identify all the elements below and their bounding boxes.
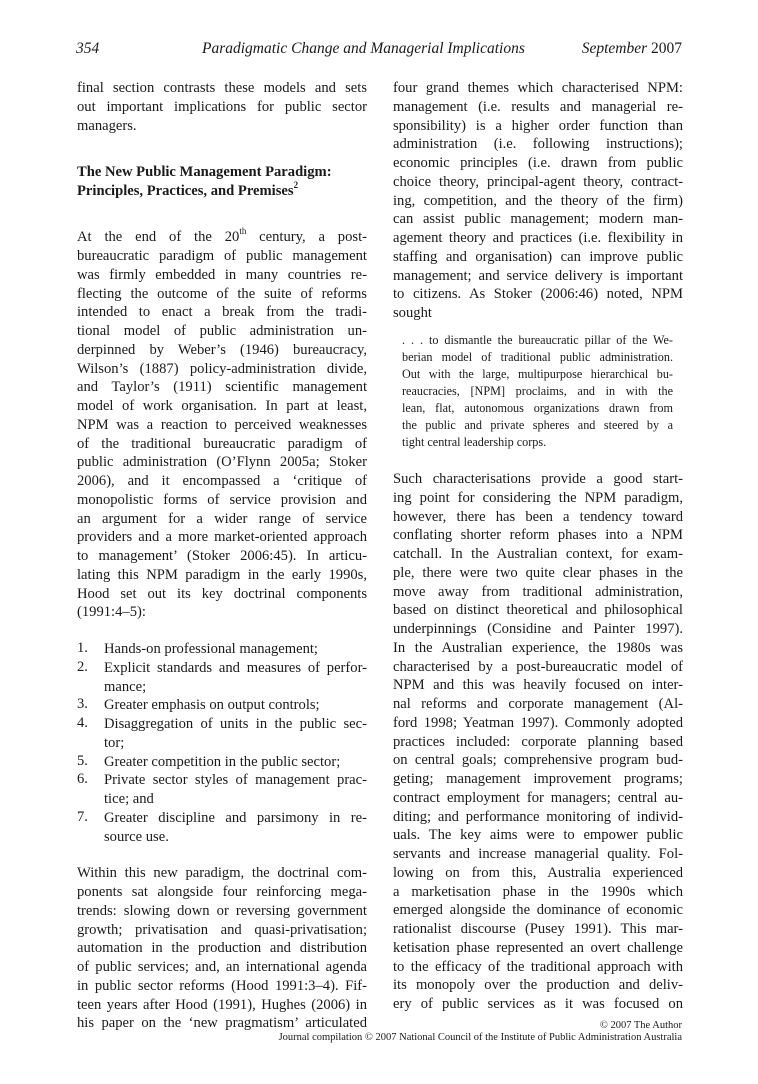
text-line: on central goals; comprehensive program bud- (393, 752, 683, 769)
text-line: a marketisation phase in the 1990s which (393, 883, 683, 900)
text-line: rationalist discourse (Pusey 1991). This mar- (393, 921, 683, 938)
text-line: Explicit standards and measures of perfor- (104, 659, 367, 676)
copyright-journal: Journal compilation © 2007 National Council of the Institute of Public Administration Australia (278, 1032, 682, 1043)
list-item (77, 696, 367, 715)
quote-line: reaucracies, [NPM] proclaims, and in with the (402, 384, 673, 399)
text-line: to management’ (Stoker 2006:45). In articu- (77, 548, 367, 564)
text-line: flecting the outcome of the suite of reforms (77, 285, 367, 302)
text-line: based on distinct theoretical and philosophical (393, 602, 683, 619)
text-line: public administration (O’Flynn 2005a; Stoker (77, 454, 367, 471)
text-line: Hands-on professional management; (104, 641, 318, 657)
text-line: its monopoly over the production and deliv- (393, 977, 683, 994)
text-segment: At the end of the 20 (77, 229, 240, 246)
text-line: model of work organisation. In part at least, (77, 398, 367, 414)
copyright-author: © 2007 The Author (599, 1020, 682, 1031)
text-line: sought (393, 305, 432, 321)
quote-line: Out with the large, multipurpose hierarchical bu- (402, 366, 673, 381)
text-line: an argument for a wider range of service (77, 510, 367, 527)
list-item (77, 809, 367, 847)
text-line: NPM was a reaction to perceived weaknesses (77, 416, 367, 433)
text-line: ple, there were two quite clear phases in the (393, 564, 683, 581)
text-line: managers. (77, 117, 137, 134)
copyright-footer (200, 1020, 682, 1044)
text-line: emerged alongside the dominance of economic (393, 902, 683, 919)
list-item (77, 659, 367, 697)
list-item (77, 640, 367, 659)
text-line: derpinned by Weber’s (1946) bureaucracy, (77, 341, 367, 358)
text-line: automation in the production and distribution (77, 940, 367, 957)
text-line: lowing on from this, Australia experienced (393, 864, 683, 881)
text-line: economic principles (i.e. drawn from public (393, 155, 683, 171)
text-line: providers and a more market-oriented approach (77, 529, 367, 546)
text-line: NPM and this was heavily focused on inter- (393, 677, 683, 694)
running-header (76, 40, 682, 62)
text-line: four grand themes which characterised NPM: (393, 80, 683, 96)
page-number: 354 (76, 40, 100, 57)
text-line: ketisation phase represented an overt challenge (393, 939, 683, 956)
text-line: Within this new paradigm, the doctrinal com- (77, 865, 367, 882)
text-line: bureaucratic paradigm of public management (77, 248, 367, 264)
text-line: diting; and performance monitoring of individ- (393, 808, 683, 825)
text-line: his paper on the ‘new pragmatism’ articulated (77, 1015, 367, 1032)
text-line: conflating shorter reform phases into a NPM (393, 527, 683, 544)
text-line: servants and increase managerial quality. Fol- (393, 846, 683, 863)
text-line: ing, competition, and the theory of the firm) (393, 192, 683, 209)
quote-line: lean, flat, autonomous organizations drawn from (402, 401, 673, 416)
quote-line: the public and private spheres and steered by a (402, 418, 673, 433)
text-line: staffing and organisation) can improve public (393, 248, 683, 265)
list-number: 4. (77, 715, 88, 731)
text-line: move away from traditional administration, (393, 583, 683, 600)
quote-line: . . . to dismantle the bureaucratic pillar of the We- (402, 332, 673, 347)
quote-line: tight central leadership corps. (402, 435, 547, 450)
text-line: of public services; and, an international agenda (77, 959, 367, 975)
text-line: uals. The key aims were to empower public (393, 827, 683, 844)
quote-line: berian model of traditional public administration. (402, 349, 673, 364)
text-line: management (i.e. results and managerial re- (393, 98, 683, 115)
text-line: choice theory, principal-agent theory, contract- (393, 173, 683, 190)
text-line: tice; and (104, 791, 154, 807)
text-line: growth; privatisation and quasi-privatisation; (77, 921, 367, 938)
text-line: underpinnings (Considine and Painter 1997). (393, 621, 683, 638)
text-line: nal reforms and corporate management (Al- (393, 696, 683, 713)
list-number: 5. (77, 752, 88, 769)
text-line: source use. (104, 828, 169, 845)
text-line: tional model of public administration un- (77, 323, 367, 339)
list-item (77, 715, 367, 753)
text-line: sponsibility) is a higher order function than (393, 117, 683, 134)
section-heading-line-1: The New Public Management Paradigm: (77, 164, 332, 180)
text-line: Greater competition in the public sector; (104, 753, 341, 770)
right-column (393, 79, 683, 1014)
text-line: characterised by a post-bureaucratic model of (393, 658, 683, 675)
text-line: Wilson’s (1887) policy-administration divide, (77, 360, 367, 377)
text-line: Private sector styles of management prac- (104, 772, 367, 789)
list-number: 1. (77, 640, 88, 656)
text-line: catchall. In the Australian context, for exam- (393, 546, 683, 563)
text-line: management; and service delivery is important (393, 267, 683, 284)
text-line: and Taylor’s (1911) scientific management (77, 379, 367, 396)
text-line: administration (i.e. following instructions); (393, 136, 683, 153)
list-number: 7. (77, 808, 88, 825)
text-line: In the Australian experience, the 1980s was (393, 639, 683, 656)
text-line: Hood set out its key doctrinal components (77, 585, 367, 602)
text-line: Greater emphasis on output controls; (104, 697, 320, 714)
text-line: teen years after Hood (1991), Hughes (2006) in (77, 996, 367, 1013)
list-number: 6. (77, 771, 88, 788)
text-line: intended to enact a break from the tradi- (77, 304, 367, 321)
running-title: Paradigmatic Change and Managerial Implications (202, 40, 525, 57)
text-line: out important implications for public sector (77, 98, 367, 115)
text-line: practices included: corporate planning based (393, 733, 683, 750)
section-heading-text: Principles, Practices, and Premises (77, 182, 294, 199)
text-line: of the traditional bureaucratic paradigm of (77, 435, 367, 452)
text-line: geting; management improvement programs; (393, 771, 683, 788)
text-line: lating this NPM paradigm in the early 1990s, (77, 566, 367, 583)
block-quote (393, 332, 673, 452)
text-line: Disaggregation of units in the public sec- (104, 716, 367, 732)
footnote-marker: 2 (293, 179, 299, 190)
text-line: however, there has been a tendency toward (393, 508, 683, 525)
doctrinal-components-list (77, 640, 367, 846)
list-number: 2. (77, 658, 88, 675)
list-number: 3. (77, 696, 88, 713)
text-line: final section contrasts these models and sets (77, 80, 367, 96)
text-line: ing point for considering the NPM paradigm, (393, 489, 683, 506)
list-item (77, 771, 367, 809)
text-line: monopolistic forms of service provision and (77, 491, 367, 508)
text-segment: century, a post- (246, 229, 367, 246)
text-line: contract employment for managers; central au- (393, 789, 683, 806)
text-line (77, 228, 367, 247)
text-line: ponents sat alongside four reinforcing mega- (77, 884, 367, 900)
text-line: Such characterisations provide a good start- (393, 471, 683, 488)
issue-month: September (581, 40, 648, 57)
text-line: 2006), and it encompassed a ‘critique of (77, 473, 367, 489)
section-heading-line-2 (77, 179, 367, 201)
text-line: can assist public management; modern man- (393, 211, 683, 228)
text-line: was firmly embedded in many countries re- (77, 266, 367, 283)
issue-year: 2007 (651, 40, 682, 57)
text-line: to citizens. As Stoker (2006:46) noted, NPM (393, 286, 683, 303)
text-line: tor; (104, 734, 125, 751)
text-line: ery of public services as it was focused on (393, 996, 683, 1013)
issue-date (582, 40, 682, 58)
text-line: to the efficacy of the traditional approach with (393, 958, 683, 975)
text-line: ford 1998; Yeatman 1997). Commonly adopted (393, 714, 683, 731)
text-line: trends: slowing down or reversing government (77, 902, 367, 919)
list-item (77, 753, 367, 772)
left-column (77, 79, 367, 1033)
text-line: in public sector reforms (Hood 1991:3–4). Fif- (77, 977, 367, 994)
text-line: Greater discipline and parsimony in re- (104, 809, 367, 826)
superscript: th (239, 226, 247, 237)
text-line: mance; (104, 678, 147, 695)
text-line: (1991:4–5): (77, 604, 146, 621)
text-line: agement theory and practices (i.e. flexibility in (393, 230, 683, 246)
